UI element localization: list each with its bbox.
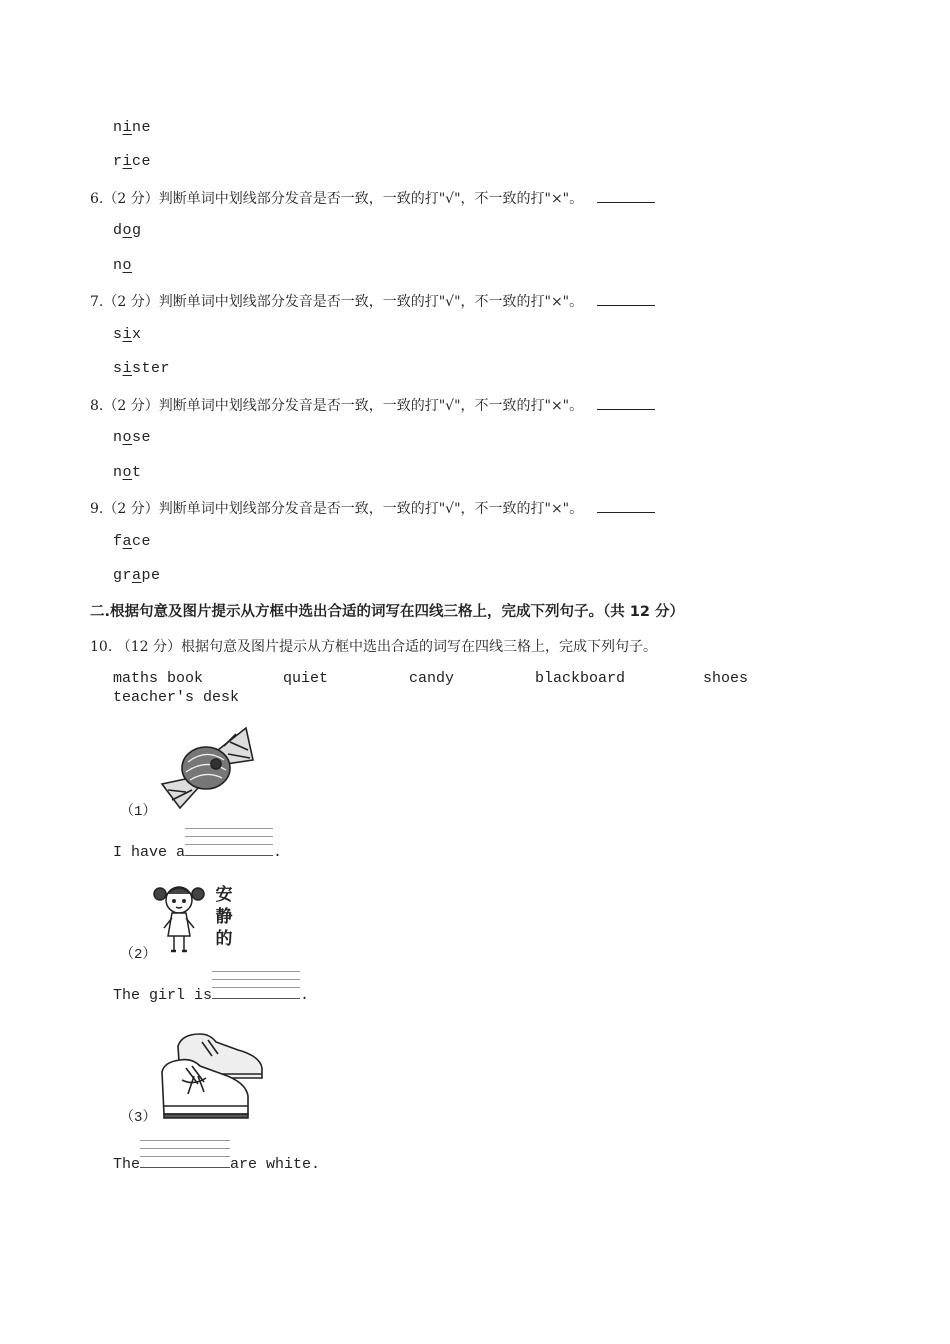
word-nine: nine (113, 119, 152, 136)
sign-char: 的 (215, 929, 233, 949)
quiet-sign (212, 884, 236, 950)
word-box-option: candy (409, 670, 455, 687)
word-face: face (113, 533, 152, 550)
four-line-answer-1[interactable] (185, 826, 273, 856)
word-nose: nose (113, 429, 152, 446)
shoes-image (158, 1028, 268, 1124)
word-box-option: teacher's desk (113, 689, 240, 706)
word-box-option: maths book (113, 670, 204, 687)
four-line-answer-2[interactable] (212, 969, 300, 999)
sign-char: 静 (215, 907, 233, 927)
word-dog: dog (113, 222, 142, 239)
candy-image (158, 720, 256, 812)
sentence-2: The girl is . (113, 969, 309, 1004)
four-line-answer-3[interactable] (140, 1138, 230, 1168)
question-7: 7.（2 分）判断单词中划线部分发音是否一致，一致的打"√"，不一致的打"×"。 (90, 291, 655, 311)
question-10: 10. （12 分）根据句意及图片提示从方框中选出合适的词写在四线三格上，完成下列句子。 (90, 639, 657, 655)
sign-char: 安 (215, 885, 233, 905)
word-sister: sister (113, 360, 171, 377)
question-9: 9.（2 分）判断单词中划线部分发音是否一致，一致的打"√"，不一致的打"×"。 (90, 498, 655, 518)
word-box-option: shoes (703, 670, 749, 687)
answer-blank[interactable] (597, 188, 655, 203)
sentence-1: I have a . (113, 826, 282, 861)
word-box-option: blackboard (535, 670, 626, 687)
word-rice: rice (113, 153, 152, 170)
section-2-title: 二.根据句意及图片提示从方框中选出合适的词写在四线三格上，完成下列句子。（共 12 分） (90, 604, 685, 620)
sentence-3: The are white. (113, 1138, 320, 1173)
word-not: not (113, 464, 142, 481)
word-box-option: quiet (283, 670, 329, 687)
answer-blank[interactable] (597, 291, 655, 306)
question-8: 8.（2 分）判断单词中划线部分发音是否一致，一致的打"√"，不一致的打"×"。 (90, 395, 655, 415)
word-grape: grape (113, 567, 161, 584)
item-2-label: （2） (120, 947, 157, 963)
answer-blank[interactable] (597, 395, 655, 410)
word-no: no (113, 257, 133, 274)
quiet-girl-image (152, 880, 214, 956)
question-6: 6.（2 分）判断单词中划线部分发音是否一致，一致的打"√"，不一致的打"×"。 (90, 188, 655, 208)
item-3-label: （3） (120, 1110, 157, 1126)
answer-blank[interactable] (597, 498, 655, 513)
word-six: six (113, 326, 142, 343)
item-1-label: （1） (120, 804, 157, 820)
